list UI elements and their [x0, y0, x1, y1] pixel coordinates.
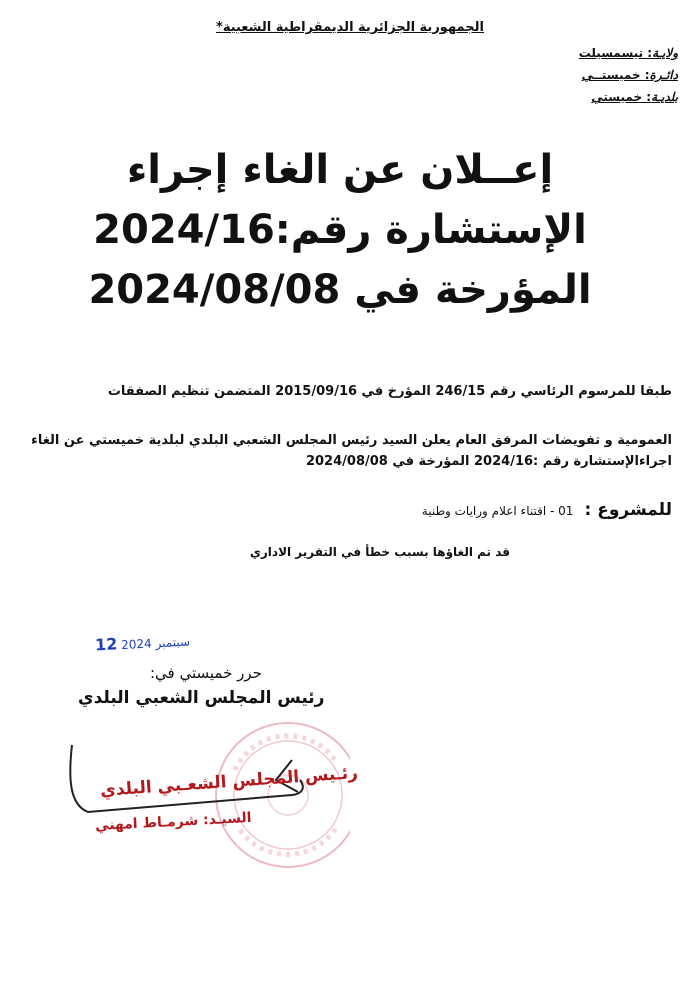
announcement-body — [22, 430, 672, 472]
project-row — [32, 500, 672, 520]
title-line-1: إعــلان عن الغاء إجراء — [126, 147, 554, 193]
daira-label: دائـرة — [649, 68, 678, 82]
announcement-title — [60, 140, 620, 320]
handwritten-day: 12 — [94, 634, 118, 655]
daira-line: دائـرة: خميستــي — [581, 68, 678, 82]
wilaya-line: ولايـة: تيسمسيلت — [578, 46, 678, 60]
baladia-value: خميستي — [591, 90, 643, 104]
wilaya-value: تيسمسيلت — [578, 46, 644, 60]
handwritten-date — [95, 631, 191, 655]
written-at-label: حرر خميستي في: — [150, 664, 262, 682]
republic-header: الجمهورية الجزائرية الديمقراطية الشعبية* — [216, 20, 484, 35]
project-label: للمشروع : — [584, 500, 672, 520]
handwritten-month-year: سبتمبر 2024 — [120, 634, 191, 653]
cancellation-reason: قد تم الغاؤها بسبب خطأ في التقرير الاداري — [249, 545, 510, 559]
title-line-3: المؤرخة في 2024/08/08 — [88, 267, 592, 313]
baladia-line: بلديـة: خميستي — [591, 90, 678, 104]
baladia-label: بلديـة — [651, 90, 678, 104]
administrative-block — [458, 42, 678, 108]
decree-reference: طبقا للمرسوم الرئاسي رقم 246/15 المؤرخ في 2015/09/16 المتضمن تنظيم الصفقات — [107, 384, 672, 399]
daira-value: خميستــي — [581, 68, 641, 82]
president-title: رئيس المجلس الشعبي البلدي — [78, 688, 325, 708]
announcement-body-line-2: اجراءالإستشارة رقم :2024/16 المؤرخة في 2024/08/08 — [305, 454, 672, 469]
announcement-body-line-1: العمومية و تفويضات المرفق العام يعلن السيد رئيس المجلس الشعبي البلدي لبلدية خميستي عن الغاء — [31, 433, 672, 448]
title-line-2: الإستشارة رقم:2024/16 — [93, 207, 587, 253]
wilaya-label: ولايـة — [652, 46, 678, 60]
stamp-name: السيـد: شرمـاط امهني — [94, 809, 252, 835]
stamp-title: رئـيس المجلس الشعـبي البلدي — [99, 763, 359, 801]
project-value: 01 - اقتناء اعلام ورايات وطنية — [421, 504, 574, 518]
